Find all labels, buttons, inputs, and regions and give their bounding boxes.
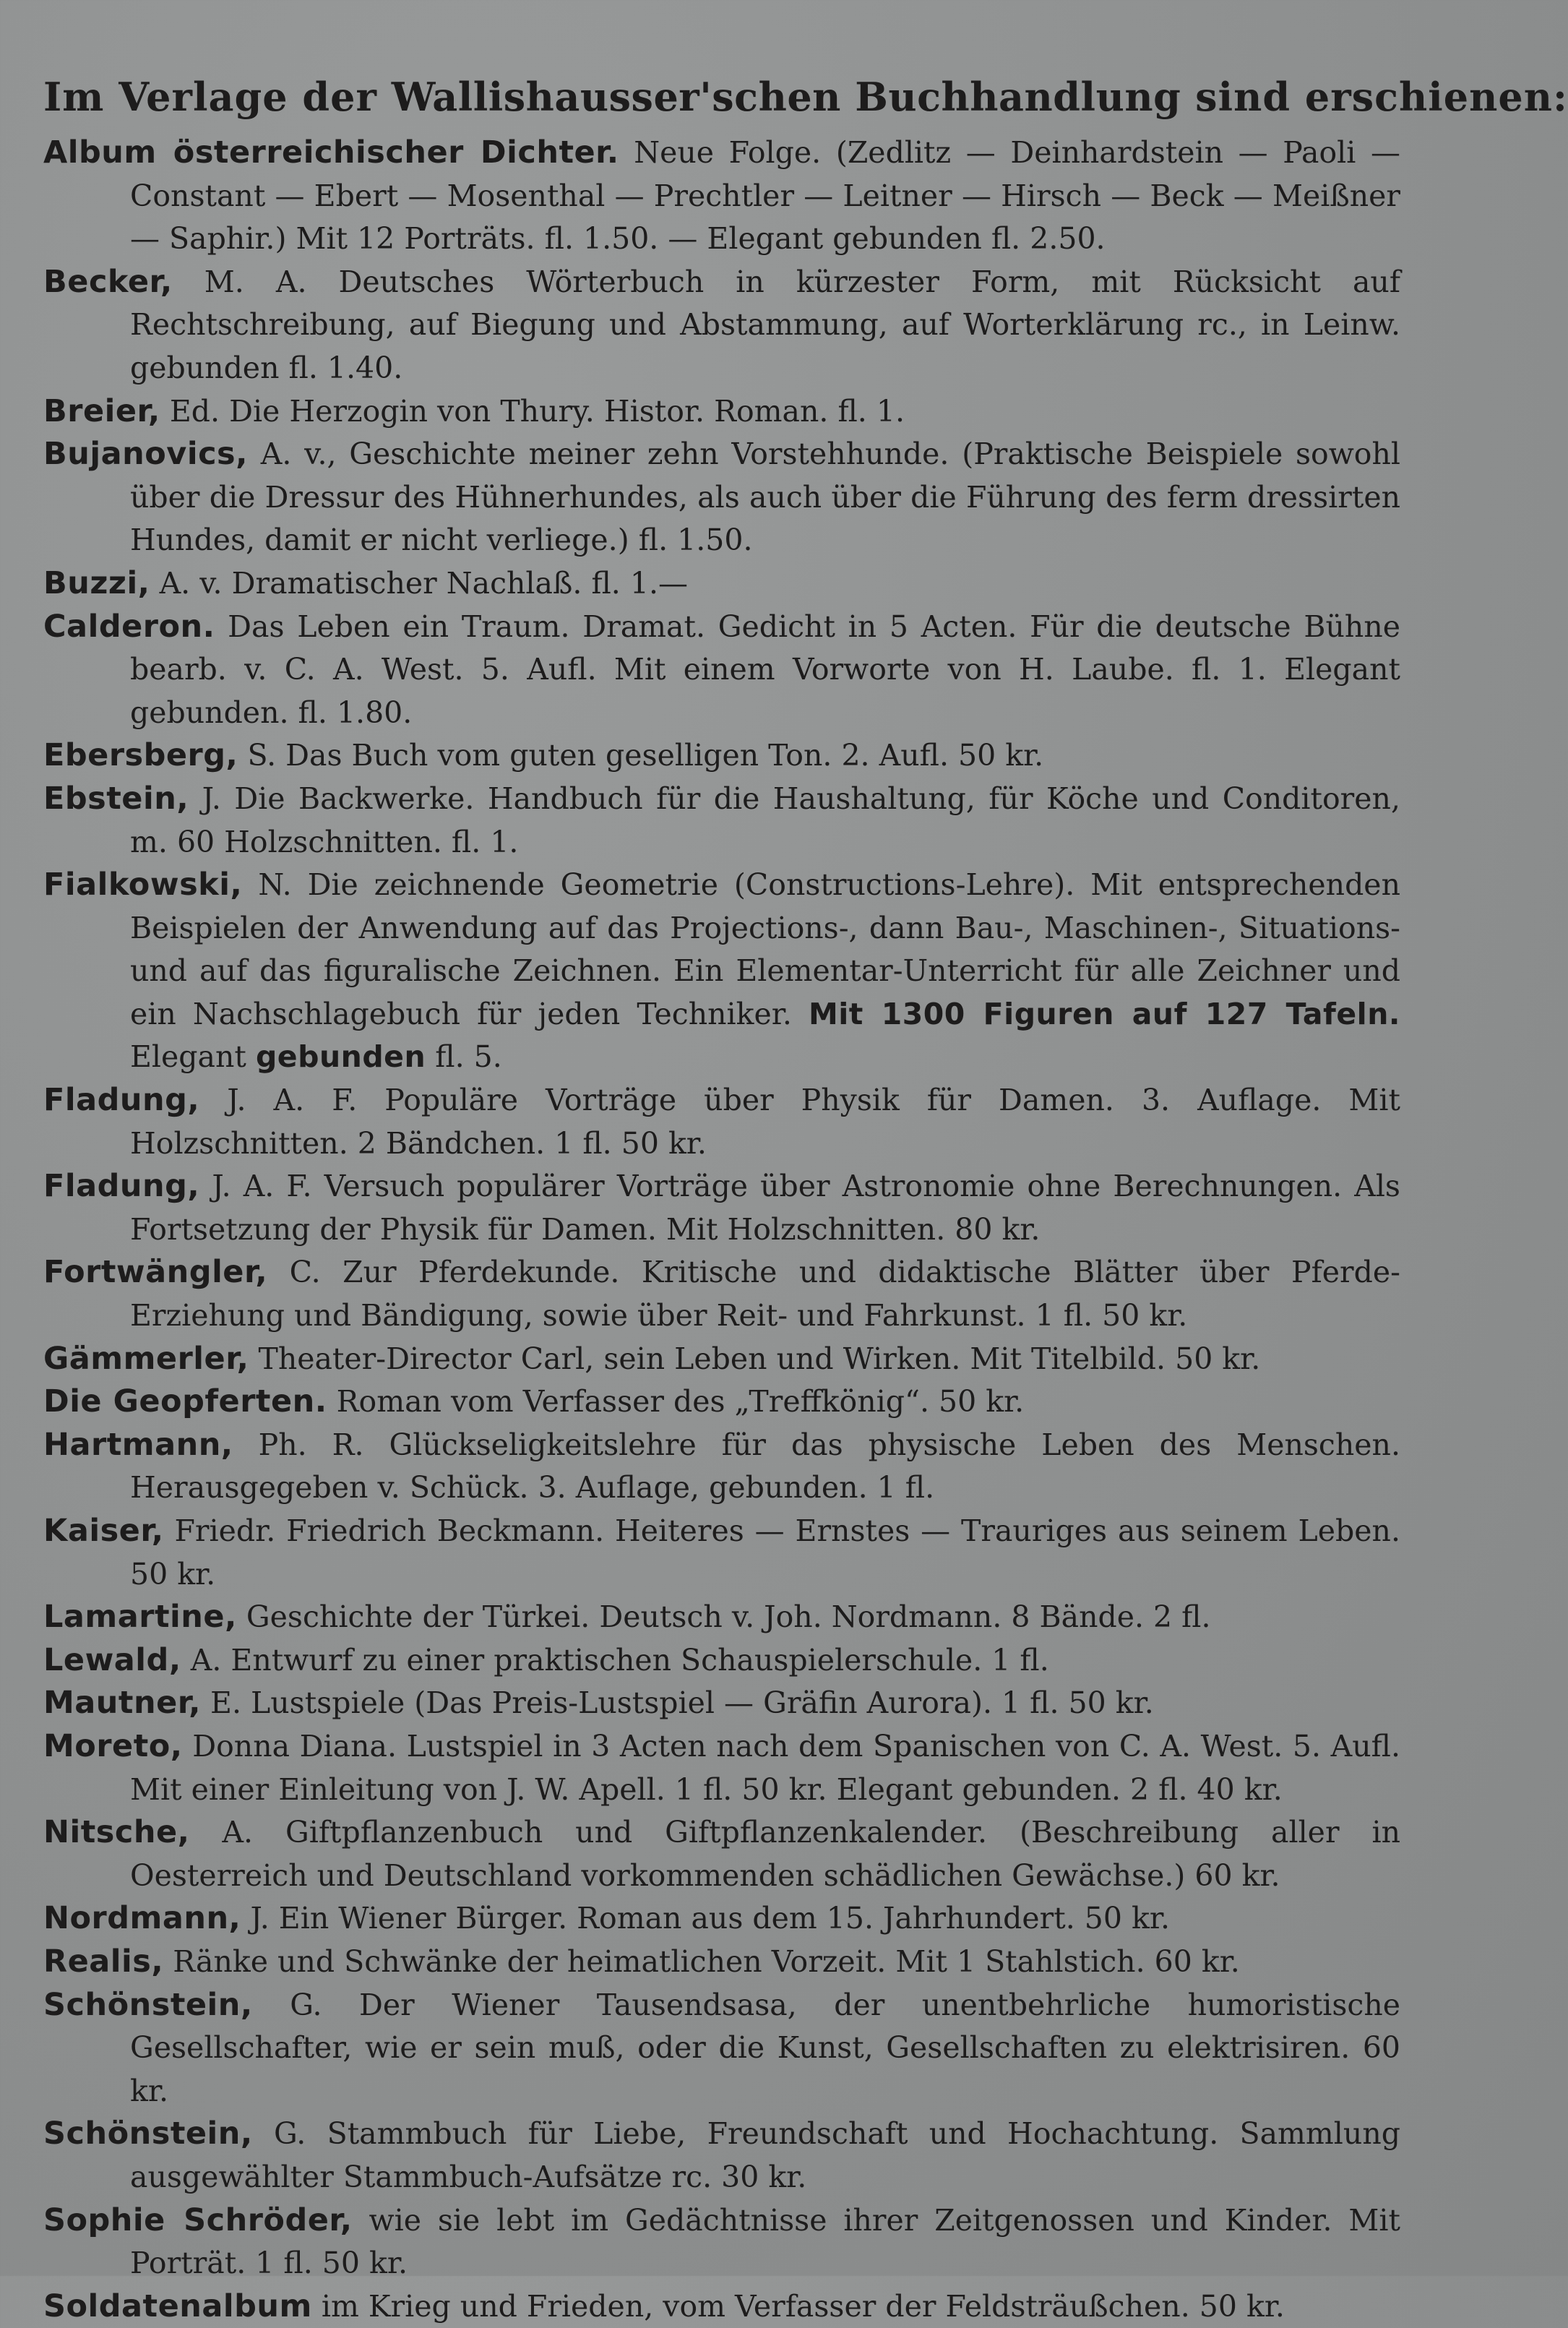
entry-text: Ed. Die Herzogin von Thury. Histor. Roman. fl. 1.	[169, 393, 905, 429]
entry-author: Becker,	[43, 263, 173, 300]
entry-author: Realis,	[43, 1943, 164, 1980]
catalog-entry	[43, 1424, 1400, 1510]
entry-text: C. Zur Pferdekunde. Kritische und didaktische Blätter über Pferde-Erziehung und Bändigung, sowie über Reit- und Fahrkunst. 1 fl. 50 kr.	[130, 1255, 1400, 1333]
entry-text: Das Leben ein Traum. Dramat. Gedicht in 5 Acten. Für die deutsche Bühne bearb. v. C. A. West. 5. Aufl. Mit einem Vorworte von H. Laube. fl. 1. Elegant gebunden. fl. 1.80.	[130, 609, 1400, 730]
catalog-entry	[43, 1725, 1400, 1811]
catalog-entry	[43, 606, 1400, 735]
entry-text: A. Entwurf zu einer praktischen Schauspielerschule. 1 fl.	[190, 1642, 1049, 1678]
header-prefix: Im Verlage der	[43, 74, 377, 120]
entry-author: Moreto,	[43, 1727, 183, 1764]
catalog-entry	[43, 1941, 1400, 1984]
entry-author: Hartmann,	[43, 1426, 233, 1463]
entry-author: Fladung,	[43, 1168, 200, 1205]
entry-author: Ebersberg,	[43, 737, 238, 774]
entry-text: M. A. Deutsches Wörterbuch in kürzester Form, mit Rücksicht auf Rechtschreibung, auf Biegung und Abstammung, auf Worterklärung rc., in Leinw. gebunden fl. 1.40.	[130, 264, 1400, 385]
entry-text: Theater-Director Carl, sein Leben und Wirken. Mit Titelbild. 50 kr.	[258, 1341, 1261, 1376]
entry-author: Schönstein,	[43, 1986, 253, 2023]
entry-author: Lamartine,	[43, 1599, 237, 1636]
entry-author: Kaiser,	[43, 1513, 164, 1549]
entry-author: Nitsche,	[43, 1814, 190, 1851]
catalog-entry	[43, 1165, 1400, 1251]
entry-text: A. v., Geschichte meiner zehn Vorstehhunde. (Praktische Beispiele sowohl über die Dressur des Hühnerhundes, als auch über die Führung des ferm dressirten Hundes, damit er nicht verliege.) fl. 1.50.	[130, 437, 1400, 558]
entry-author: Soldatenalbum	[43, 2288, 312, 2324]
entry-author: Nordmann,	[43, 1900, 241, 1937]
entry-highlight: Mit 1300 Figuren auf 127 Tafeln.	[808, 996, 1400, 1031]
entry-text: J. Die Backwerke. Handbuch für die Haushaltung, für Köche und Conditoren, m. 60 Holzschnitten. fl. 1.	[130, 781, 1400, 859]
entry-author: Calderon.	[43, 608, 215, 645]
catalog-entry	[43, 390, 1400, 434]
catalog-entry	[43, 778, 1400, 864]
entry-text: Donna Diana. Lustspiel in 3 Acten nach dem Spanischen von C. A. West. 5. Aufl. Mit einer Einleitung von J. W. Apell. 1 fl. 50 kr. Elegant gebunden. 2 fl. 40 kr.	[130, 1728, 1400, 1807]
entry-text: E. Lustspiele (Das Preis-Lustspiel — Gräfin Aurora). 1 fl. 50 kr.	[210, 1685, 1154, 1721]
catalog-entry	[43, 1338, 1400, 1381]
catalog-entry	[43, 1682, 1400, 1725]
catalog-entry	[43, 1380, 1400, 1424]
entry-author: Mautner,	[43, 1685, 201, 1722]
catalog-list	[43, 132, 1400, 2328]
catalog-entry	[43, 1596, 1400, 1639]
entry-text: Geschichte der Türkei. Deutsch v. Joh. Nordmann. 8 Bände. 2 fl.	[246, 1599, 1211, 1635]
catalog-entry	[43, 1811, 1400, 1897]
entry-text: Ränke und Schwänke der heimatlichen Vorzeit. Mit 1 Stahlstich. 60 kr.	[173, 1943, 1240, 1979]
entry-text: G. Der Wiener Tausendsasa, der unentbehrliche humoristische Gesellschafter, wie er sein muß, oder die Kunst, Gesellschaften zu elektrisiren. 60 kr.	[130, 1987, 1400, 2108]
entry-author: Buzzi,	[43, 564, 150, 601]
catalog-entry	[43, 1897, 1400, 1941]
entry-text: J. A. F. Populäre Vorträge über Physik für Damen. 3. Auflage. Mit Holzschnitten. 2 Bändchen. 1 fl. 50 kr.	[130, 1083, 1400, 1161]
entry-tail-bold: gebunden	[255, 1039, 426, 1075]
entry-text: A. v. Dramatischer Nachlaß. fl. 1.—	[159, 565, 688, 601]
catalog-entry	[43, 734, 1400, 778]
catalog-entry	[43, 1510, 1400, 1596]
entry-text: S. Das Buch vom guten geselligen Ton. 2. Aufl. 50 kr.	[247, 738, 1044, 773]
entry-author: Gämmerler,	[43, 1340, 249, 1377]
header-suffix: sind erschienen:	[1195, 74, 1568, 120]
entry-tail: Elegant	[130, 1039, 246, 1075]
entry-text: Ph. R. Glückseligkeitslehre für das physische Leben des Menschen. Herausgegeben v. Schück. 3. Auflage, gebunden. 1 fl.	[130, 1427, 1400, 1506]
entry-author: Die Geopferten.	[43, 1383, 327, 1420]
entry-author: Lewald,	[43, 1641, 181, 1678]
entry-text: Friedr. Friedrich Beckmann. Heiteres — Ernstes — Trauriges aus seinem Leben. 50 kr.	[130, 1513, 1400, 1592]
catalog-entry	[43, 1079, 1400, 1165]
catalog-entry	[43, 1639, 1400, 1683]
catalog-entry	[43, 132, 1400, 261]
entry-author: Fortwängler,	[43, 1254, 268, 1291]
entry-author: Schönstein,	[43, 2116, 253, 2152]
catalog-entry	[43, 1251, 1400, 1337]
catalog-entry	[43, 2113, 1400, 2199]
entry-text: Roman vom Verfasser des „Treffkönig“. 50 kr.	[336, 1384, 1025, 1419]
catalog-entry	[43, 261, 1400, 390]
entry-tail-price: fl. 5.	[435, 1039, 502, 1075]
entry-text: J. Ein Wiener Bürger. Roman aus dem 15. Jahrhundert. 50 kr.	[250, 1901, 1170, 1936]
entry-author: Fialkowski,	[43, 867, 243, 903]
catalog-entry	[43, 1984, 1400, 2113]
entry-text: J. A. F. Versuch populärer Vorträge über Astronomie ohne Berechnungen. Als Fortsetzung der Physik für Damen. Mit Holzschnitten. 80 kr.	[130, 1169, 1400, 1247]
entry-text: N. Die zeichnende Geometrie (Constructions-Lehre). Mit entsprechenden Beispielen der Anwendung auf das Projections-, dann Bau-, Maschinen-, Situations- und auf das figuralische Zeichnen. Ein Elementar-Unterricht für alle Zeichner und ein Nachschlagebuch für jeden Techniker.	[130, 867, 1400, 1031]
catalog-entry	[43, 433, 1400, 562]
entry-text: A. Giftpflanzenbuch und Giftpflanzenkalender. (Beschreibung aller in Oesterreich und Deutschland vorkommenden schädlichen Gewächse.) 60 kr.	[130, 1815, 1400, 1893]
publisher-name: Wallishausser'schen Buchhandlung	[391, 74, 1181, 120]
entry-text: G. Stammbuch für Liebe, Freundschaft und Hochachtung. Sammlung ausgewählter Stammbuch-Aufsätze rc. 30 kr.	[130, 2116, 1400, 2194]
entry-author: Fladung,	[43, 1082, 200, 1119]
entry-author: Bujanovics,	[43, 436, 248, 473]
entry-author: Sophie Schröder,	[43, 2202, 353, 2238]
entry-author: Album österreichischer Dichter.	[43, 134, 619, 171]
catalog-entry	[43, 864, 1400, 1079]
catalog-entry	[43, 2285, 1400, 2328]
catalog-entry	[43, 2199, 1400, 2285]
entry-author: Breier,	[43, 392, 160, 429]
entry-text: im Krieg und Frieden, vom Verfasser der Feldsträußchen. 50 kr.	[321, 2288, 1285, 2324]
catalog-header	[43, 72, 1568, 121]
entry-author: Ebstein,	[43, 780, 189, 817]
catalog-entry	[43, 562, 1400, 606]
entry-text: Neue Folge. (Zedlitz — Deinhardstein — Paoli — Constant — Ebert — Mosenthal — Prechtler — Leitner — Hirsch — Beck — Meißner — Saphir.) Mit 12 Porträts. fl. 1.50. — Elegant gebunden fl. 2.50.	[130, 135, 1400, 257]
entry-text: wie sie lebt im Gedächtnisse ihrer Zeitgenossen und Kinder. Mit Porträt. 1 fl. 50 kr.	[130, 2202, 1400, 2281]
